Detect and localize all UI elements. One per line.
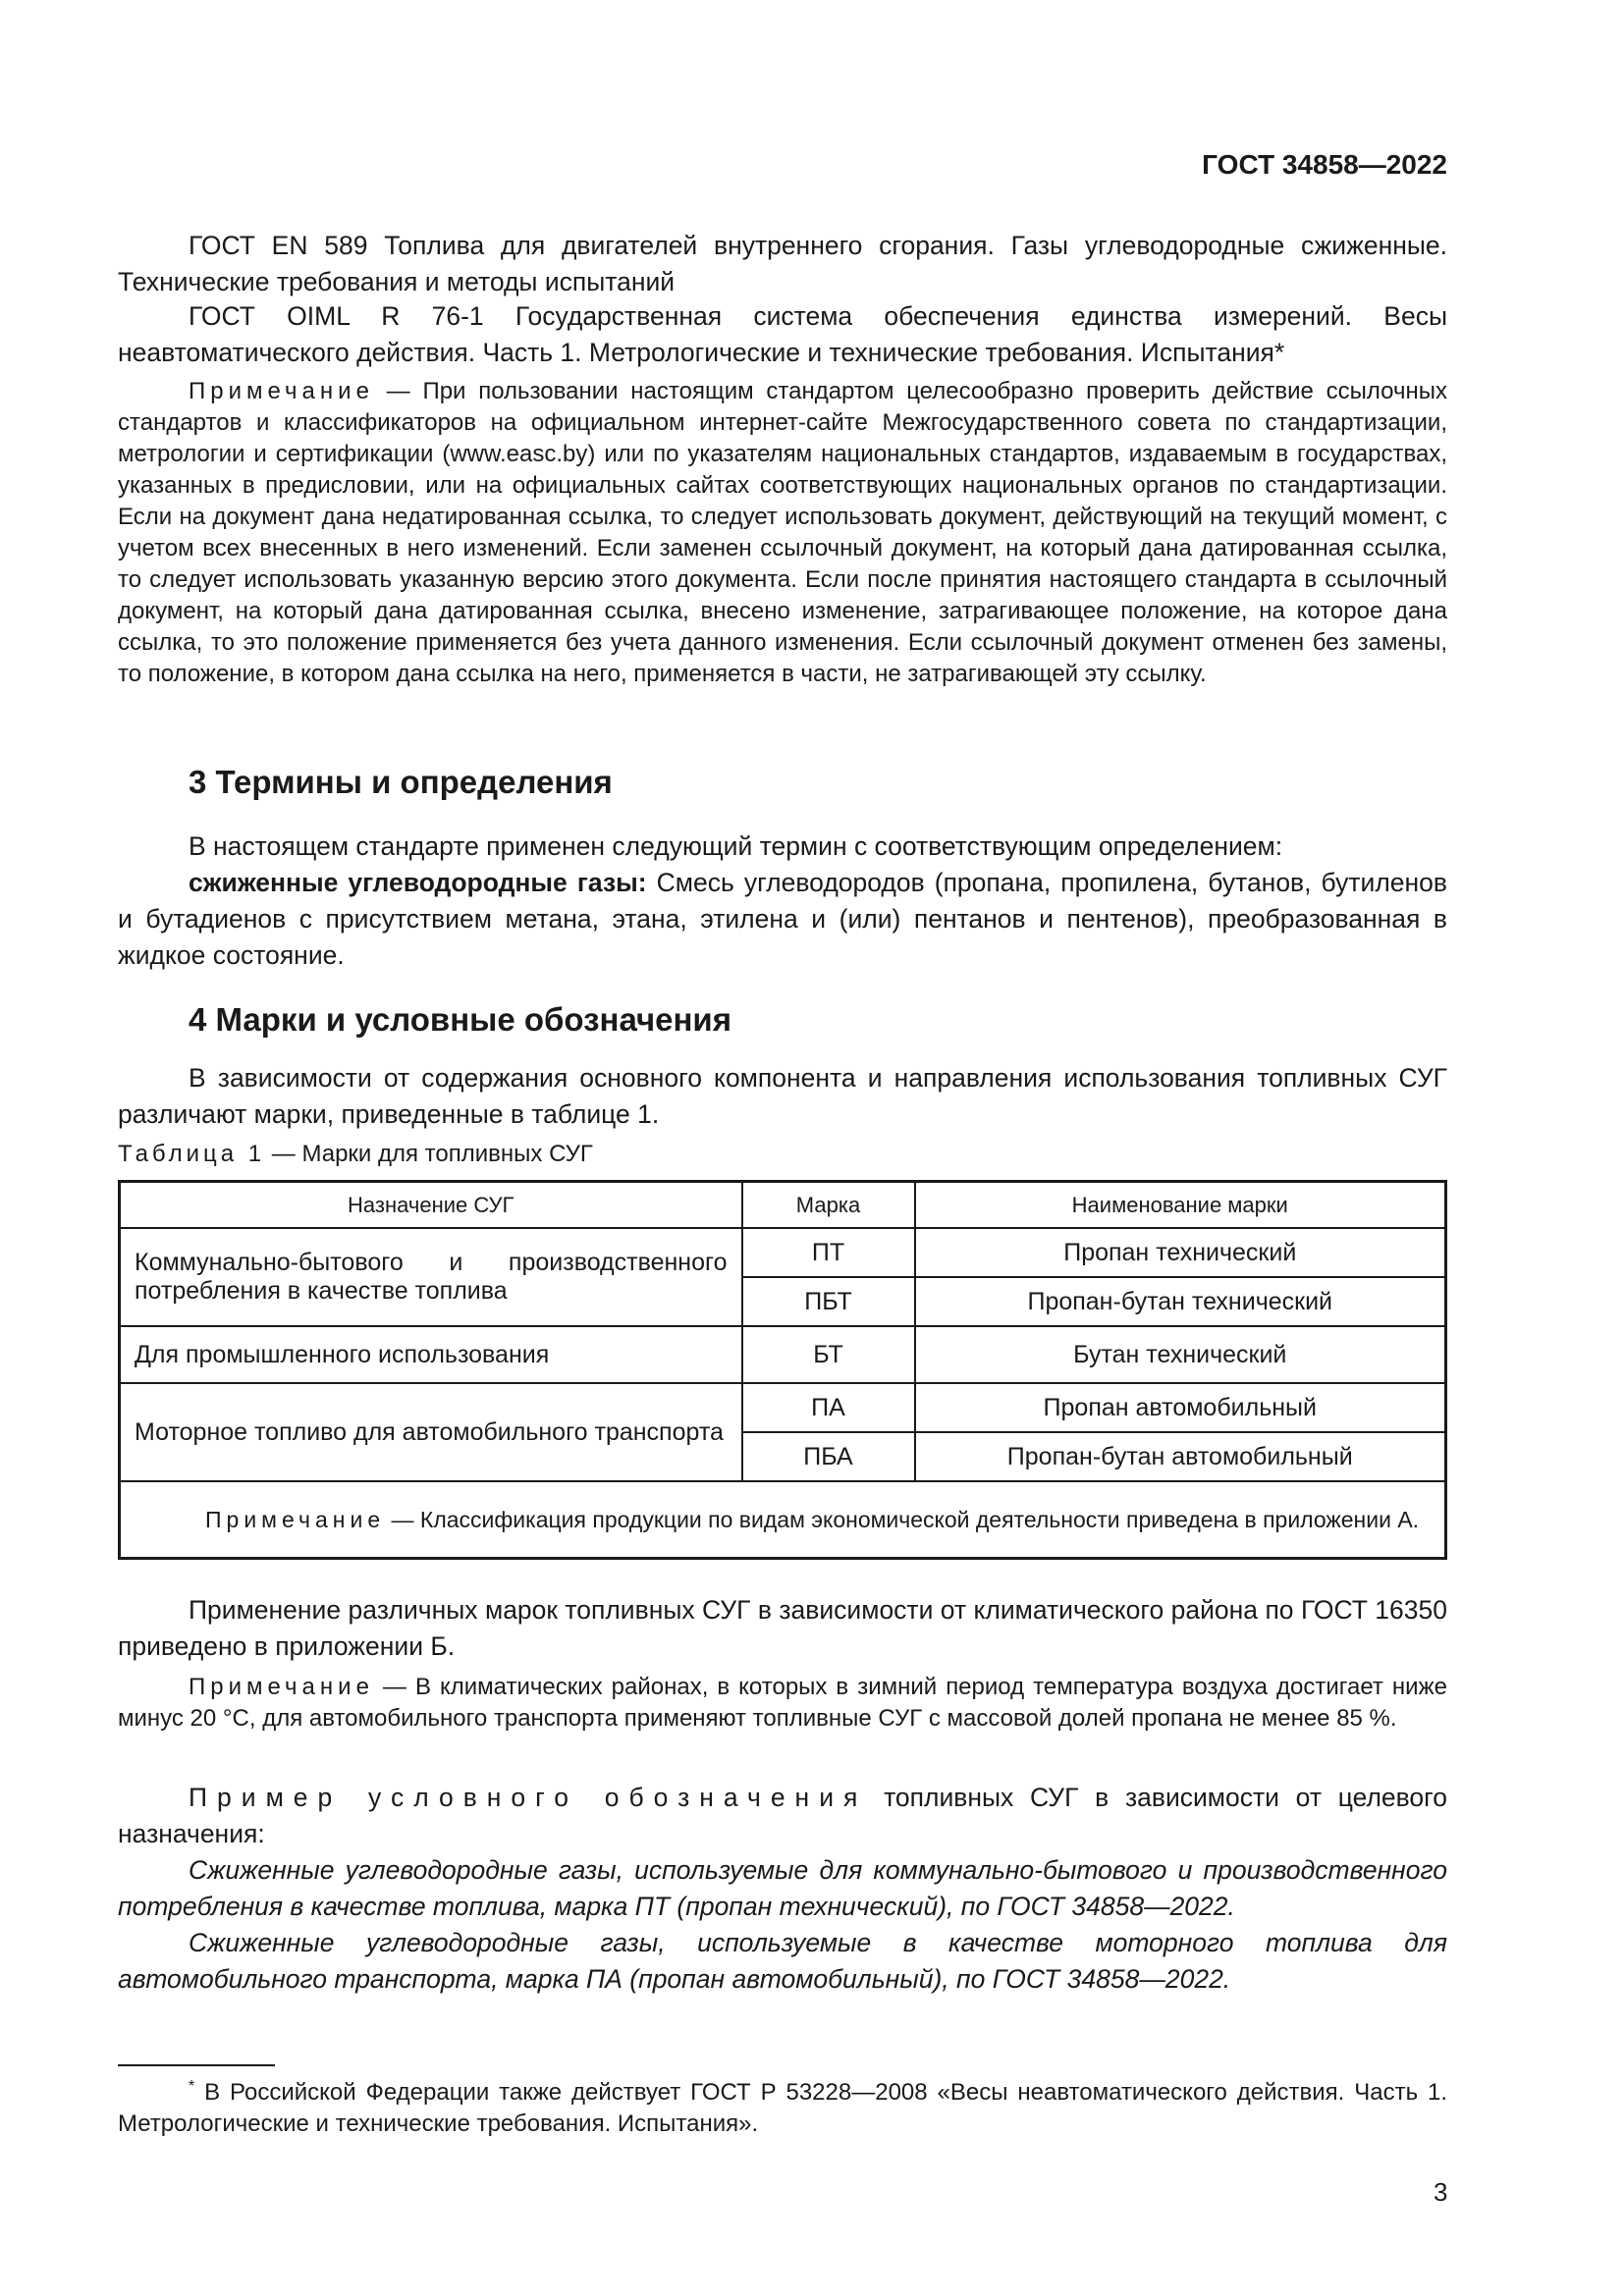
- section-4-title: 4 Марки и условные обозначения: [189, 1001, 731, 1038]
- example-1: [118, 1852, 1447, 1925]
- reference-gost-en-589: ГОСТ EN 589 Топлива для двигателей внутреннего сгорания. Газы углеводородные сжиженные. Технические требования и методы испытаний: [118, 231, 1447, 296]
- reference-gost-oiml: ГОСТ OIML R 76-1 Государственная система обеспечения единства измерений. Весы неавтоматического действия. Часть 1. Метрологические и технические требования. Испытания*: [118, 301, 1447, 367]
- table-note-label: Примечание: [205, 1507, 386, 1532]
- climate-note-label: Примечание: [189, 1674, 374, 1700]
- header-mark: Марка: [742, 1182, 915, 1229]
- document-id-header: ГОСТ 34858—2022: [1202, 149, 1447, 180]
- page-number: 3: [1434, 2177, 1448, 2207]
- note-text: — При пользовании настоящим стандартом целесообразно проверить действие ссылочных стандартов и классификаторов на официальном интернет-сайте Межгосударственного совета по стандартизации, метрологии и сертификации (www.easc.by) или по указателям национальных стандартов, издаваемым в государствах, указанных в предисловии, или на официальных сайтах соответствующих национальных органов по стандартизации. Если на документ дана недатированная ссылка, то следует использовать документ, действующий на текущий момент, с учетом всех внесенных в него изменений. Если заменен ссылочный документ, на который дана датированная ссылка, то следует использовать указанную версию этого документа. Если после принятия настоящего стандарта в ссылочный документ, на который дана датированная ссылка, внесено изменение, затрагивающее положение, на которое дана ссылка, то это положение применяется без учета данного изменения. Если ссылочный документ отменен без замены, то положение, в котором дана ссылка на него, применяется в части, не затрагивающей эту ссылку.: [118, 378, 1447, 687]
- mark-name-cell: Пропан-бутан технический: [915, 1277, 1446, 1326]
- section-4-intro: В зависимости от содержания основного компонента и направления использования топливных СУГ различают марки, приведенные в таблице 1.: [118, 1063, 1447, 1129]
- table-note: [120, 1481, 1446, 1559]
- table-row: [120, 1383, 1446, 1432]
- mark-name-cell: Пропан-бутан автомобильный: [915, 1432, 1446, 1481]
- table-header-row: [120, 1182, 1446, 1229]
- mark-cell: ПТ: [742, 1228, 915, 1277]
- header-purpose: Назначение СУГ: [120, 1182, 742, 1229]
- section-3-title: 3 Термины и определения: [189, 764, 613, 800]
- table-row: [120, 1228, 1446, 1277]
- example-text: топливных СУГ в зависимости от целевого назначения:: [118, 1783, 1447, 1848]
- example-label: Пример условного обозначения: [189, 1783, 868, 1812]
- footnote-mark: *: [189, 2078, 195, 2095]
- table-note-text: — Классификация продукции по видам экономической деятельности приведена в приложении А.: [385, 1507, 1420, 1532]
- term-definition: [118, 865, 1447, 974]
- table-note-row: [120, 1481, 1446, 1559]
- table-caption-label: Таблица 1: [118, 1141, 266, 1167]
- table-row: [120, 1326, 1446, 1383]
- mark-name-cell: Пропан автомобильный: [915, 1383, 1446, 1432]
- mark-name-cell: Пропан технический: [915, 1228, 1446, 1277]
- term-text: Смесь углеводородов (пропана, пропилена, бутанов, бутиленов и бутадиенов с присутствием метана, этана, этилена и (или) пентанов и пентенов), преобразованная в жидкое состояние.: [118, 868, 1447, 970]
- climate-note-text: — В климатических районах, в которых в зимний период температура воздуха достигает ниже минус 20 °С, для автомобильного транспорта применяют топливные СУГ с массовой долей пропана не менее 85 %.: [118, 1674, 1447, 1732]
- note-label: Примечание: [189, 378, 374, 404]
- example-intro: [118, 1780, 1447, 1852]
- mark-cell: ПА: [742, 1383, 915, 1432]
- mark-cell: БТ: [742, 1326, 915, 1383]
- term-name: сжиженные углеводородные газы:: [189, 868, 647, 897]
- example-2-text: Сжиженные углеводородные газы, используемые в качестве моторного топлива для автомобильного транспорта, марка ПА (пропан автомобильный), по ГОСТ 34858—2022.: [118, 1928, 1447, 1994]
- table-caption: [118, 1141, 593, 1168]
- mark-cell: ПБА: [742, 1432, 915, 1481]
- climate-paragraph: Применение различных марок топливных СУГ в зависимости от климатического района по ГОСТ 16350 приведено в приложении Б.: [118, 1595, 1447, 1661]
- example-2: [118, 1925, 1447, 1998]
- footnote-divider: [118, 2064, 275, 2066]
- mark-cell: ПБТ: [742, 1277, 915, 1326]
- mark-name-cell: Бутан технический: [915, 1326, 1446, 1383]
- example-1-text: Сжиженные углеводородные газы, используемые для коммунально-бытового и производственного потребления в качестве топлива, марка ПТ (пропан технический), по ГОСТ 34858—2022.: [118, 1855, 1447, 1921]
- purpose-domestic: Коммунально-бытового и производственного потребления в качестве топлива: [120, 1228, 742, 1326]
- footnote: [118, 2071, 1447, 2140]
- purpose-motor: Моторное топливо для автомобильного транспорта: [120, 1383, 742, 1481]
- header-mark-name: Наименование марки: [915, 1182, 1446, 1229]
- purpose-industrial: Для промышленного использования: [120, 1326, 742, 1383]
- climate-note: [118, 1672, 1447, 1735]
- reference-note: [118, 376, 1447, 690]
- grades-table: [118, 1180, 1447, 1560]
- table-caption-text: — Марки для топливных СУГ: [265, 1141, 593, 1167]
- section-3-intro: В настоящем стандарте применен следующий термин с соответствующим определением:: [189, 831, 1283, 861]
- footnote-text: В Российской Федерации также действует ГОСТ Р 53228—2008 «Весы неавтоматического действия. Часть 1. Метрологические и технические требования. Испытания».: [118, 2079, 1447, 2137]
